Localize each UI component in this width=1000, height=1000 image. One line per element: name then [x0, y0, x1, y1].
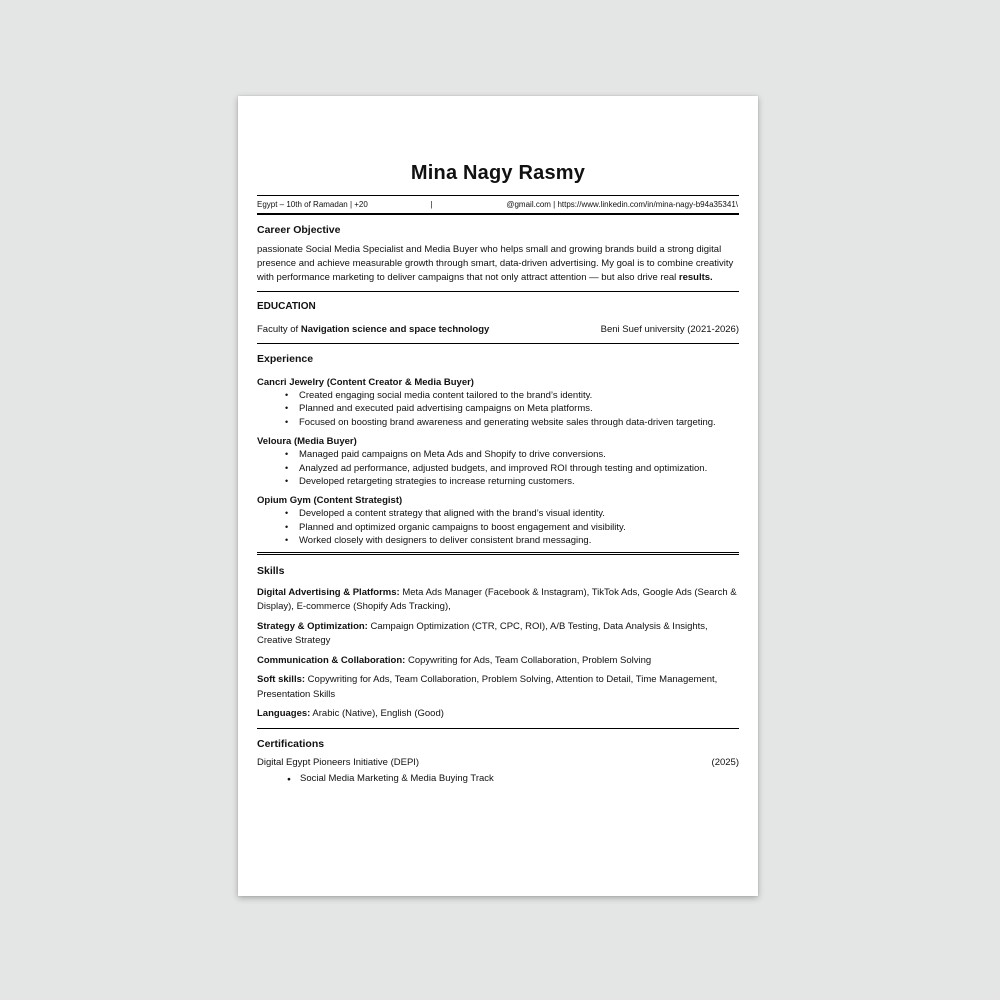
job-bullet-list: [257, 389, 739, 429]
page-title: Mina Nagy Rasmy: [410, 162, 586, 184]
career-objective-heading: Career Objective: [257, 224, 341, 236]
skill-item: [257, 654, 739, 669]
skill-item: [257, 586, 739, 615]
job-bullet: • Created engaging social media content tailored to the brand’s identity.: [285, 389, 739, 402]
skill-text: Arabic (Native), English (Good): [310, 708, 444, 720]
career-objective-text: [257, 243, 739, 285]
skills-heading: Skills: [257, 564, 285, 577]
section-divider: [257, 343, 739, 344]
job-bullet-list: [257, 448, 739, 488]
skill-text: Copywriting for Ads, Team Collaboration, Problem Solving: [405, 654, 652, 666]
section-experience: [257, 353, 739, 555]
certification-entry: [257, 757, 739, 768]
job-title: Veloura (Media Buyer): [257, 436, 357, 448]
education-school: Beni Suef university (2021-2026): [600, 324, 739, 335]
certification-title: Digital Egypt Pioneers Initiative (DEPI): [257, 756, 420, 768]
contact-bar: [257, 195, 739, 215]
objective-text-regular: passionate Social Media Specialist and Media Buyer who helps small and growing brands build a strong digital presence and achieve measurable growth through smart, data-driven advertising. My goal is to combine creativity with performance marketing to deliver campaigns that not only attract attention — but also drive real: [257, 244, 734, 283]
skill-item: [257, 707, 739, 722]
job-bullet: • Developed retargeting strategies to increase returning customers.: [285, 475, 739, 488]
job-bullet: • Managed paid campaigns on Meta Ads and Shopify to drive conversions.: [285, 448, 739, 461]
experience-heading: Experience: [257, 353, 314, 365]
degree-name: Navigation science and space technology: [300, 324, 490, 335]
job-bullet: • Worked closely with designers to deliver consistent brand messaging.: [285, 534, 739, 547]
objective-text-bold: results.: [678, 272, 713, 283]
education-entry: [257, 324, 739, 335]
section-certifications: [257, 738, 739, 785]
section-career-objective: [257, 224, 739, 292]
job-bullet-list: [257, 507, 739, 547]
certifications-heading: Certifications: [257, 737, 325, 750]
certification-bullet: ● Social Media Marketing & Media Buying Track: [287, 772, 739, 785]
section-divider-thick: [257, 552, 739, 555]
job-title: Cancri Jewelry (Content Creator & Media Buyer): [257, 377, 474, 388]
resume-page: [238, 96, 758, 896]
section-skills: [257, 565, 739, 729]
skill-label: Strategy & Optimization:: [257, 620, 368, 632]
section-education: [257, 301, 739, 344]
skill-text: Copywriting for Ads, Team Collaboration, Problem Solving, Attention to Detail, Time Management, Presentation Skills: [257, 674, 718, 700]
education-heading: EDUCATION: [257, 301, 316, 312]
contact-separator: |: [430, 200, 433, 209]
education-degree: [257, 324, 489, 335]
skill-text: Campaign Optimization (CTR, CPC, ROI), A/B Testing, Data Analysis & Insights, Creative Strategy: [257, 620, 708, 647]
skill-label: Communication & Collaboration:: [257, 654, 406, 666]
skill-text: Meta Ads Manager (Facebook & Instagram), TikTok Ads, Google Ads (Search & Display), E-commerce (Shopify Ads Tracking),: [257, 586, 737, 613]
job-bullet: • Focused on boosting brand awareness and generating website sales through data-driven targeting.: [285, 416, 739, 429]
skill-label: Soft skills:: [257, 674, 306, 686]
contact-location-phone: Egypt – 10th of Ramadan | +20: [257, 200, 368, 209]
job-title: Opium Gym (Content Strategist): [257, 495, 403, 507]
job-bullet: • Developed a content strategy that aligned with the brand’s visual identity.: [285, 507, 739, 520]
degree-prefix: Faculty of: [257, 324, 301, 335]
certification-bullet-list: [257, 772, 739, 785]
section-divider: [257, 728, 739, 729]
contact-email-linkedin: @gmail.com | https://www.linkedin.com/in/mina-nagy-b94a35341\: [506, 200, 738, 209]
certification-year: (2025): [711, 756, 739, 768]
skill-item: [257, 673, 739, 702]
section-divider: [257, 291, 739, 292]
skill-label: Languages:: [257, 708, 311, 720]
skill-item: [257, 620, 739, 649]
skill-label: Digital Advertising & Platforms:: [257, 586, 400, 598]
job-bullet: • Planned and optimized organic campaigns to boost engagement and visibility.: [285, 521, 739, 534]
job-bullet: • Planned and executed paid advertising campaigns on Meta platforms.: [285, 402, 739, 415]
job-bullet: • Analyzed ad performance, adjusted budgets, and improved ROI through testing and optimization.: [285, 462, 739, 475]
